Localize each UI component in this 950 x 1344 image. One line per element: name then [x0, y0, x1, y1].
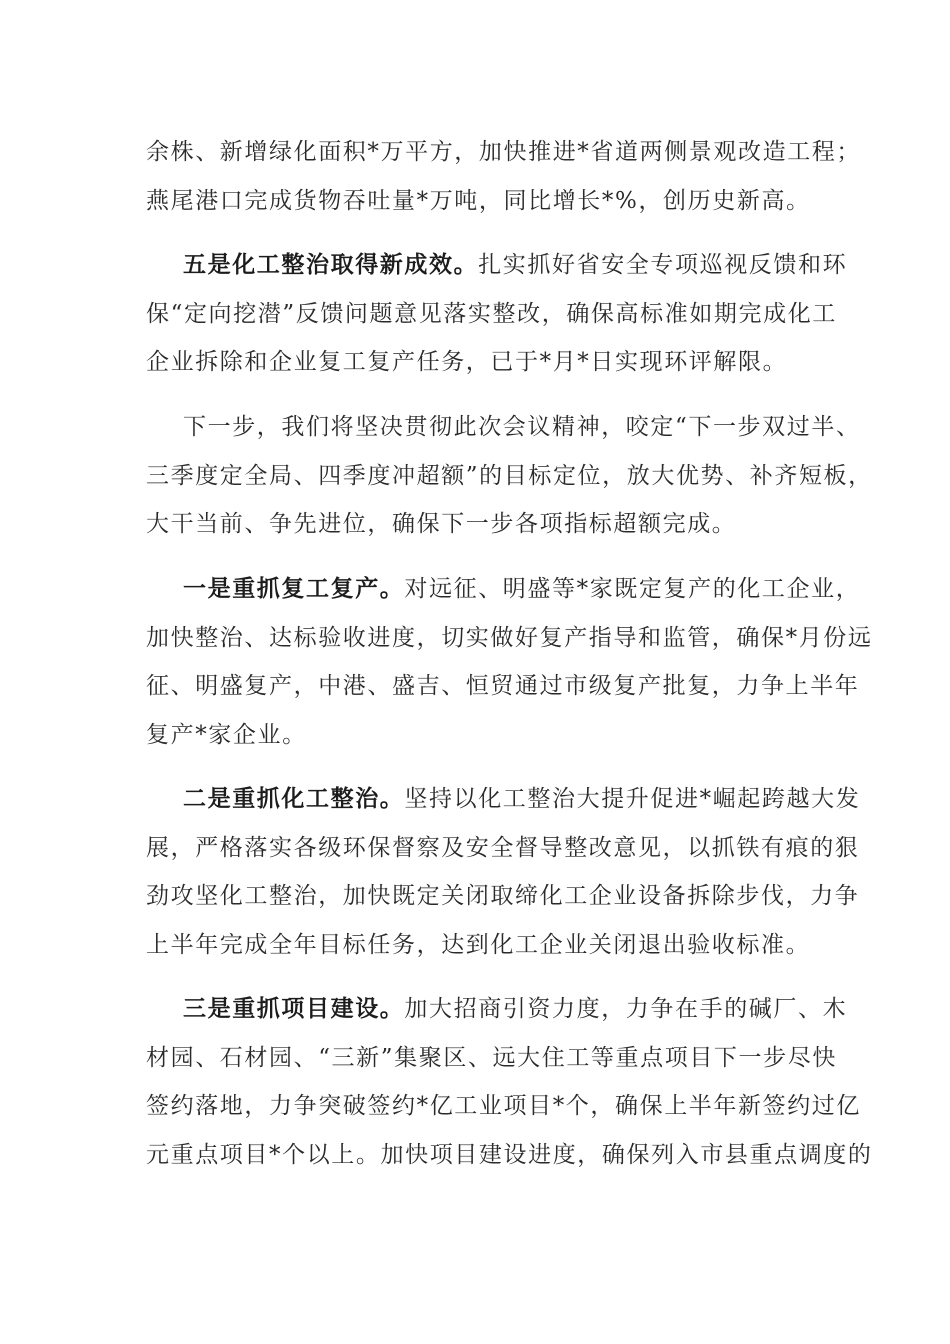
paragraph-line	[146, 1091, 861, 1121]
text-run: 燕尾港口完成货物吞吐量*万吨，同比增长*%，创历史新高。	[146, 188, 811, 214]
text-run: 加大招商引资力度，力争在手的碱厂、木	[404, 996, 848, 1022]
paragraph-line	[146, 1140, 873, 1170]
paragraph-line	[146, 881, 860, 911]
paragraph-heading: 五是化工整治取得新成效。	[183, 251, 479, 278]
paragraph-line	[146, 347, 826, 377]
text-run: 下一步，我们将坚决贯彻此次会议精神，咬定“下一步双过半、	[183, 414, 861, 440]
paragraph-heading: 三是重抓项目建设。	[183, 995, 405, 1022]
text-run: 征、明盛复产，中港、盛吉、恒贸通过市级复产批复，力争上半年	[146, 673, 860, 699]
paragraph-line	[146, 137, 861, 167]
text-run: 对远征、明盛等*家既定复产的化工企业，	[404, 576, 861, 602]
paragraph-line	[146, 509, 826, 539]
paragraph-line	[183, 784, 863, 814]
text-run: 大干当前、争先进位，确保下一步各项指标超额完成。	[146, 511, 737, 537]
text-run: 劲攻坚化工整治，加快既定关闭取缔化工企业设备拆除步伐，力争	[146, 883, 860, 909]
text-run: 复产*家企业。	[146, 722, 307, 748]
text-run: 坚持以化工整治大提升促进*崛起跨越大发	[404, 786, 861, 812]
paragraph-line	[146, 623, 873, 653]
paragraph-line	[146, 833, 860, 863]
paragraph-line	[183, 250, 863, 280]
text-run: 余株、新增绿化面积*万平方，加快推进*省道两侧景观改造工程；	[146, 139, 861, 165]
paragraph-line	[146, 299, 837, 329]
paragraph-line	[146, 671, 860, 701]
text-run: 企业拆除和企业复工复产任务，已于*月*日实现环评解限。	[146, 349, 788, 375]
text-run: 材园、石材园、“三新”集聚区、远大住工等重点项目下一步尽快	[146, 1045, 837, 1071]
paragraph-line	[146, 186, 826, 216]
text-run: 展，严格落实各级环保督察及安全督导整改意见，以抓铁有痕的狠	[146, 835, 860, 861]
text-run: 保“定向挖潜”反馈问题意见落实整改，确保高标准如期完成化工	[146, 301, 837, 327]
text-run: 签约落地，力争突破签约*亿工业项目*个，确保上半年新签约过亿	[146, 1093, 861, 1119]
text-run: 三季度定全局、四季度冲超额”的目标定位，放大优势、补齐短板，	[146, 463, 873, 489]
text-run: 加快整治、达标验收进度，切实做好复产指导和监管，确保*月份远	[146, 625, 873, 651]
paragraph-line	[183, 574, 863, 604]
paragraph-line	[146, 720, 826, 750]
text-run: 元重点项目*个以上。加快项目建设进度，确保列入市县重点调度的	[146, 1142, 873, 1168]
paragraph-heading: 一是重抓复工复产。	[183, 575, 405, 602]
paragraph-line	[183, 994, 863, 1024]
paragraph-line	[146, 461, 873, 491]
text-run: 上半年完成全年目标任务，达到化工企业关闭退出验收标准。	[146, 932, 811, 958]
paragraph-line	[146, 930, 826, 960]
paragraph-line	[183, 412, 863, 442]
text-run: 扎实抓好省安全专项巡视反馈和环	[478, 252, 848, 278]
paragraph-line	[146, 1043, 837, 1073]
paragraph-heading: 二是重抓化工整治。	[183, 785, 405, 812]
